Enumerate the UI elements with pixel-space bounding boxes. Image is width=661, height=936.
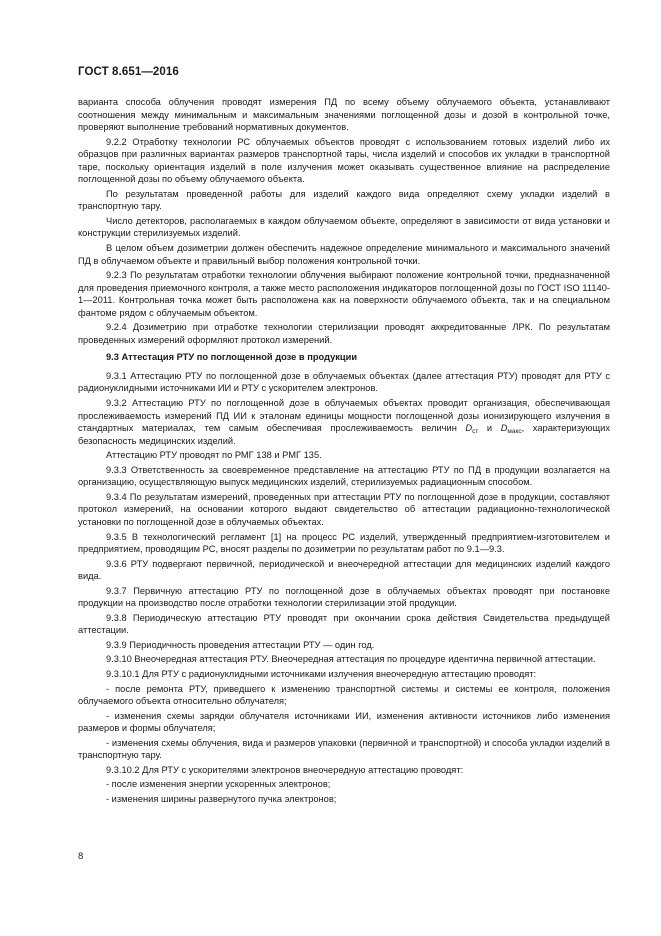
paragraph-9-3-10: 9.3.10 Внеочередная аттестация РТУ. Внеочередная аттестация по процедуре идентична первичной аттестации. — [106, 654, 596, 665]
paragraph-9-2-4: 9.2.4 Дозиметрию при отработке технологии стерилизации проводят аккредитованные ЛРК. По результатам проведенных измерений оформляют протокол измерений. — [78, 322, 610, 345]
paragraph-9-2-2: 9.2.2 Отработку технологии РС облучаемых объектов проводят с использованием готовых изделий либо их образцов при различных вариантах размеров транспортной тары, числа изделий и способов их укладки в транспортной таре, поскольку ориентация изделий в поле излучения может оказывать существенное влияние на распределение поглощенной дозы по объему облучаемого объекта. — [78, 136, 610, 185]
paragraph-9-3-3: 9.3.3 Ответственность за своевременное представление на аттестацию РТУ по ПД в продукции возлагается на организацию, осуществляющую выпуск медицинских изделий, стерилизуемых радиационным способом. — [78, 464, 610, 488]
paragraph-text: 9.3.2 Аттестацию РТУ по поглощенной дозе в облучаемых объектах проводит организация, обеспечивающая прослеживаемость измерений ПД ИИ к эталонам единицы мощности поглощенной дозы ионизирующего излучения в стандартных материалах, тем самым обеспечивая прослеживаемость величин — [78, 398, 610, 434]
paragraph-9-3-5: 9.3.5 В технологический регламент [1] на процесс РС изделий, утвержденный предприятием-изготовителем и предприятием, проводящим РС, вносят разделы по дозиметрии по результатам работ по 9.1—9.3. — [78, 531, 610, 555]
paragraph: По результатам проведенной работы для изделий каждого вида определяют схему укладки изделий в транспортную тару. — [78, 188, 610, 212]
paragraph-9-3-2 — [78, 397, 610, 447]
paragraph: варианта способа облучения проводят измерения ПД по всему объему облучаемого объекта, устанавливают соотношения между минимальным и максимальным значениями поглощенной дозы и дозой в контрольной точке, проверяют выполнение требований нормативных документов. — [78, 97, 610, 133]
paragraph-9-2-3: 9.2.3 По результатам отработки технологии облучения выбирают положение контрольной точки, предназначенной для проведения приемочного контроля, а также место расположения индикаторов поглощенной дозы по ГОСТ ISO 11140-1—2011. Контрольная точка может быть расположена как на поверхности облучаемого объекта, так и на специальном фантоме рядом с облучаемым объектом. — [78, 270, 610, 318]
paragraph-9-3-10-2: 9.3.10.2 Для РТУ с ускорителями электронов внеочередную аттестацию проводят: — [106, 764, 464, 775]
dose-subscript-st: ст — [472, 428, 479, 436]
list-item: - изменения схемы зарядки облучателя источниками ИИ, изменения активности источников либо изменения размеров и формы облучателя; — [78, 710, 610, 734]
conjunction: и — [478, 423, 501, 434]
paragraph-9-3-4: 9.3.4 По результатам измерений, проведенных при аттестации РТУ по поглощенной дозе в продукции, составляют протокол измерений, на основании которого выдают свидетельство об аттестации радиационно-технологической установки по поглощенной дозе в облучаемых объектах. — [78, 491, 610, 527]
dose-symbol: D — [500, 423, 508, 434]
list-item: - после изменения энергии ускоренных электронов; — [106, 779, 331, 790]
paragraph-9-3-1: 9.3.1 Аттестацию РТУ по поглощенной дозе в облучаемых объектах (далее аттестация РТУ) проводят для РТУ с радионуклидными источниками ИИ и РТУ с ускорителем электронов. — [78, 370, 610, 394]
paragraph: Аттестацию РТУ проводят по РМГ 138 и РМГ 135. — [106, 450, 322, 461]
paragraph-text: , характеризующих безопасность медицинских изделий. — [78, 423, 610, 446]
list-item: - изменения ширины развернутого пучка электронов; — [106, 793, 337, 804]
document-header: ГОСТ 8.651—2016 — [78, 66, 179, 78]
dose-symbol: D — [465, 423, 473, 434]
document-body — [78, 96, 610, 807]
paragraph-9-3-8: 9.3.8 Периодическую аттестацию РТУ проводят при окончании срока действия Свидетельства предыдущей аттестации. — [78, 612, 610, 636]
section-heading-9-3: 9.3 Аттестация РТУ по поглощенной дозе в продукции — [106, 352, 358, 363]
paragraph-9-3-10-1: 9.3.10.1 Для РТУ с радионуклидными источниками излучения внеочередную аттестацию проводят: — [106, 668, 537, 679]
paragraph: Число детекторов, располагаемых в каждом облучаемом объекте, определяют в зависимости от вида установки и конструкции стерилизуемых изделий. — [78, 215, 610, 239]
paragraph: В целом объем дозиметрии должен обеспечить надежное определение минимального и максимального значений ПД в облучаемом объекте и правильный выбор положения контрольной точки. — [78, 243, 610, 266]
paragraph-9-3-9: 9.3.9 Периодичность проведения аттестации РТУ — один год. — [106, 639, 375, 650]
dose-subscript-max: макс — [507, 428, 522, 436]
paragraph-9-3-7: 9.3.7 Первичную аттестацию РТУ по поглощенной дозе в облучаемых объектах проводят при постановке продукции на производство после отработки технологии стерилизации этой продукции. — [78, 585, 610, 609]
list-item: - изменения схемы облучения, вида и размеров упаковки (первичной и транспортной) и способа укладки изделий в транспортную тару. — [78, 737, 610, 761]
paragraph-9-3-6: 9.3.6 РТУ подвергают первичной, периодической и внеочередной аттестации для медицинских изделий каждого вида. — [78, 558, 610, 582]
list-item: - после ремонта РТУ, приведшего к изменению транспортной системы и системы ее контроля, положения облучаемого объекта относительно облучателя; — [78, 683, 610, 707]
page-number: 8 — [78, 851, 84, 862]
